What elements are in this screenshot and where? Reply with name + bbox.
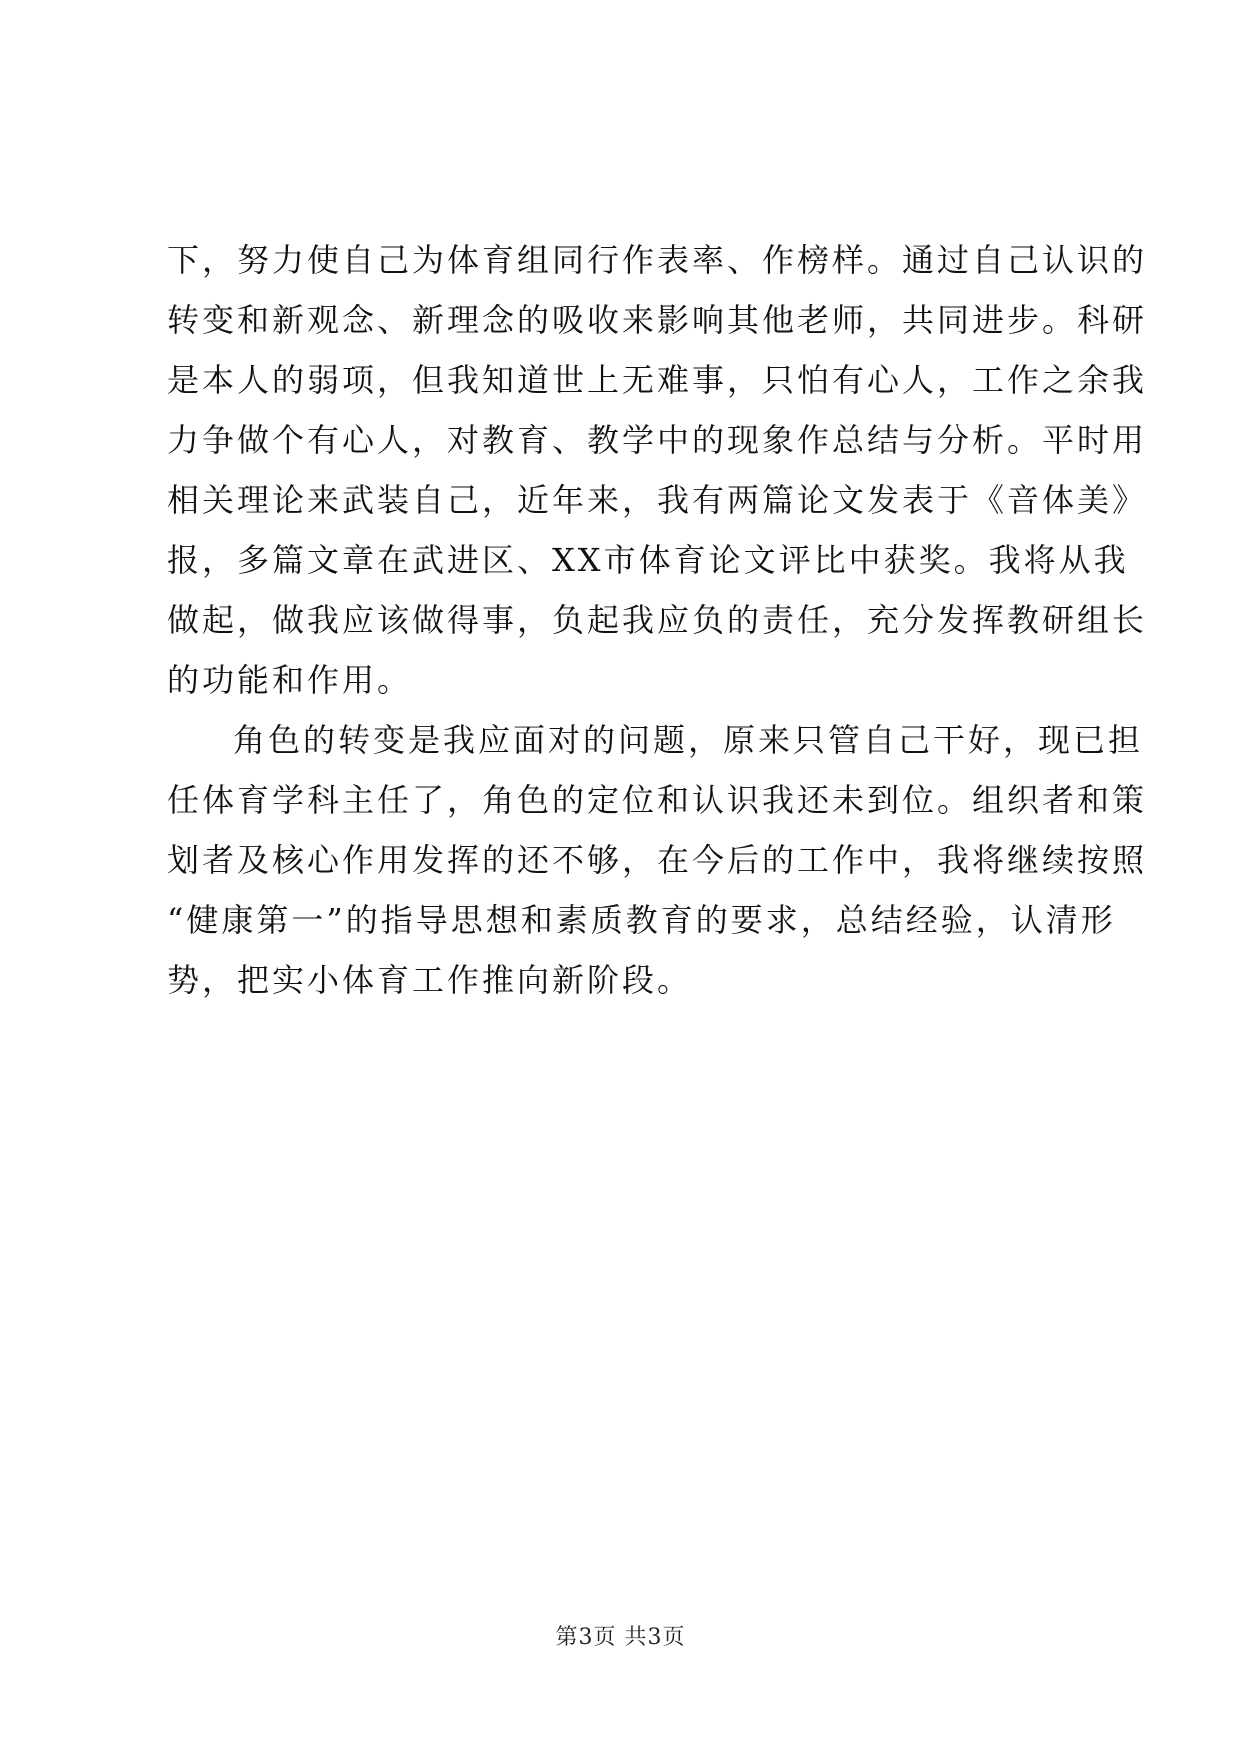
text-line: 转变和新观念、新理念的吸收来影响其他老师，共同进步。科研 <box>167 301 1148 339</box>
text-line: 做起，做我应该做得事，负起我应负的责任，充分发挥教研组长 <box>167 601 1148 639</box>
text-line: “健康第一”的指导思想和素质教育的要求，总结经验，认清形 <box>167 901 1116 939</box>
paragraph-2 <box>167 710 1148 1010</box>
text-line: 是本人的弱项，但我知道世上无难事，只怕有心人，工作之余我 <box>167 361 1148 399</box>
text-line: 的功能和作用。 <box>167 661 413 699</box>
text-line: 力争做个有心人，对教育、教学中的现象作总结与分析。平时用 <box>167 421 1148 459</box>
paragraph-1 <box>167 230 1148 710</box>
page-number-footer: 第3页 共3页 <box>555 1625 686 1650</box>
text-line: 势，把实小体育工作推向新阶段。 <box>167 961 693 999</box>
text-line: 角色的转变是我应面对的问题，原来只管自己干好，现已担 <box>233 721 1144 759</box>
text-line: 任体育学科主任了，角色的定位和认识我还未到位。组织者和策 <box>167 781 1148 819</box>
text-line: 报，多篇文章在武进区、XX市体育论文评比中获奖。我将从我 <box>167 541 1129 579</box>
text-line: 相关理论来武装自己，近年来，我有两篇论文发表于《音体美》 <box>167 481 1148 519</box>
text-line: 划者及核心作用发挥的还不够，在今后的工作中，我将继续按照 <box>167 841 1148 879</box>
text-line: 下，努力使自己为体育组同行作表率、作榜样。通过自己认识的 <box>167 241 1148 279</box>
document-body <box>167 230 1148 1010</box>
